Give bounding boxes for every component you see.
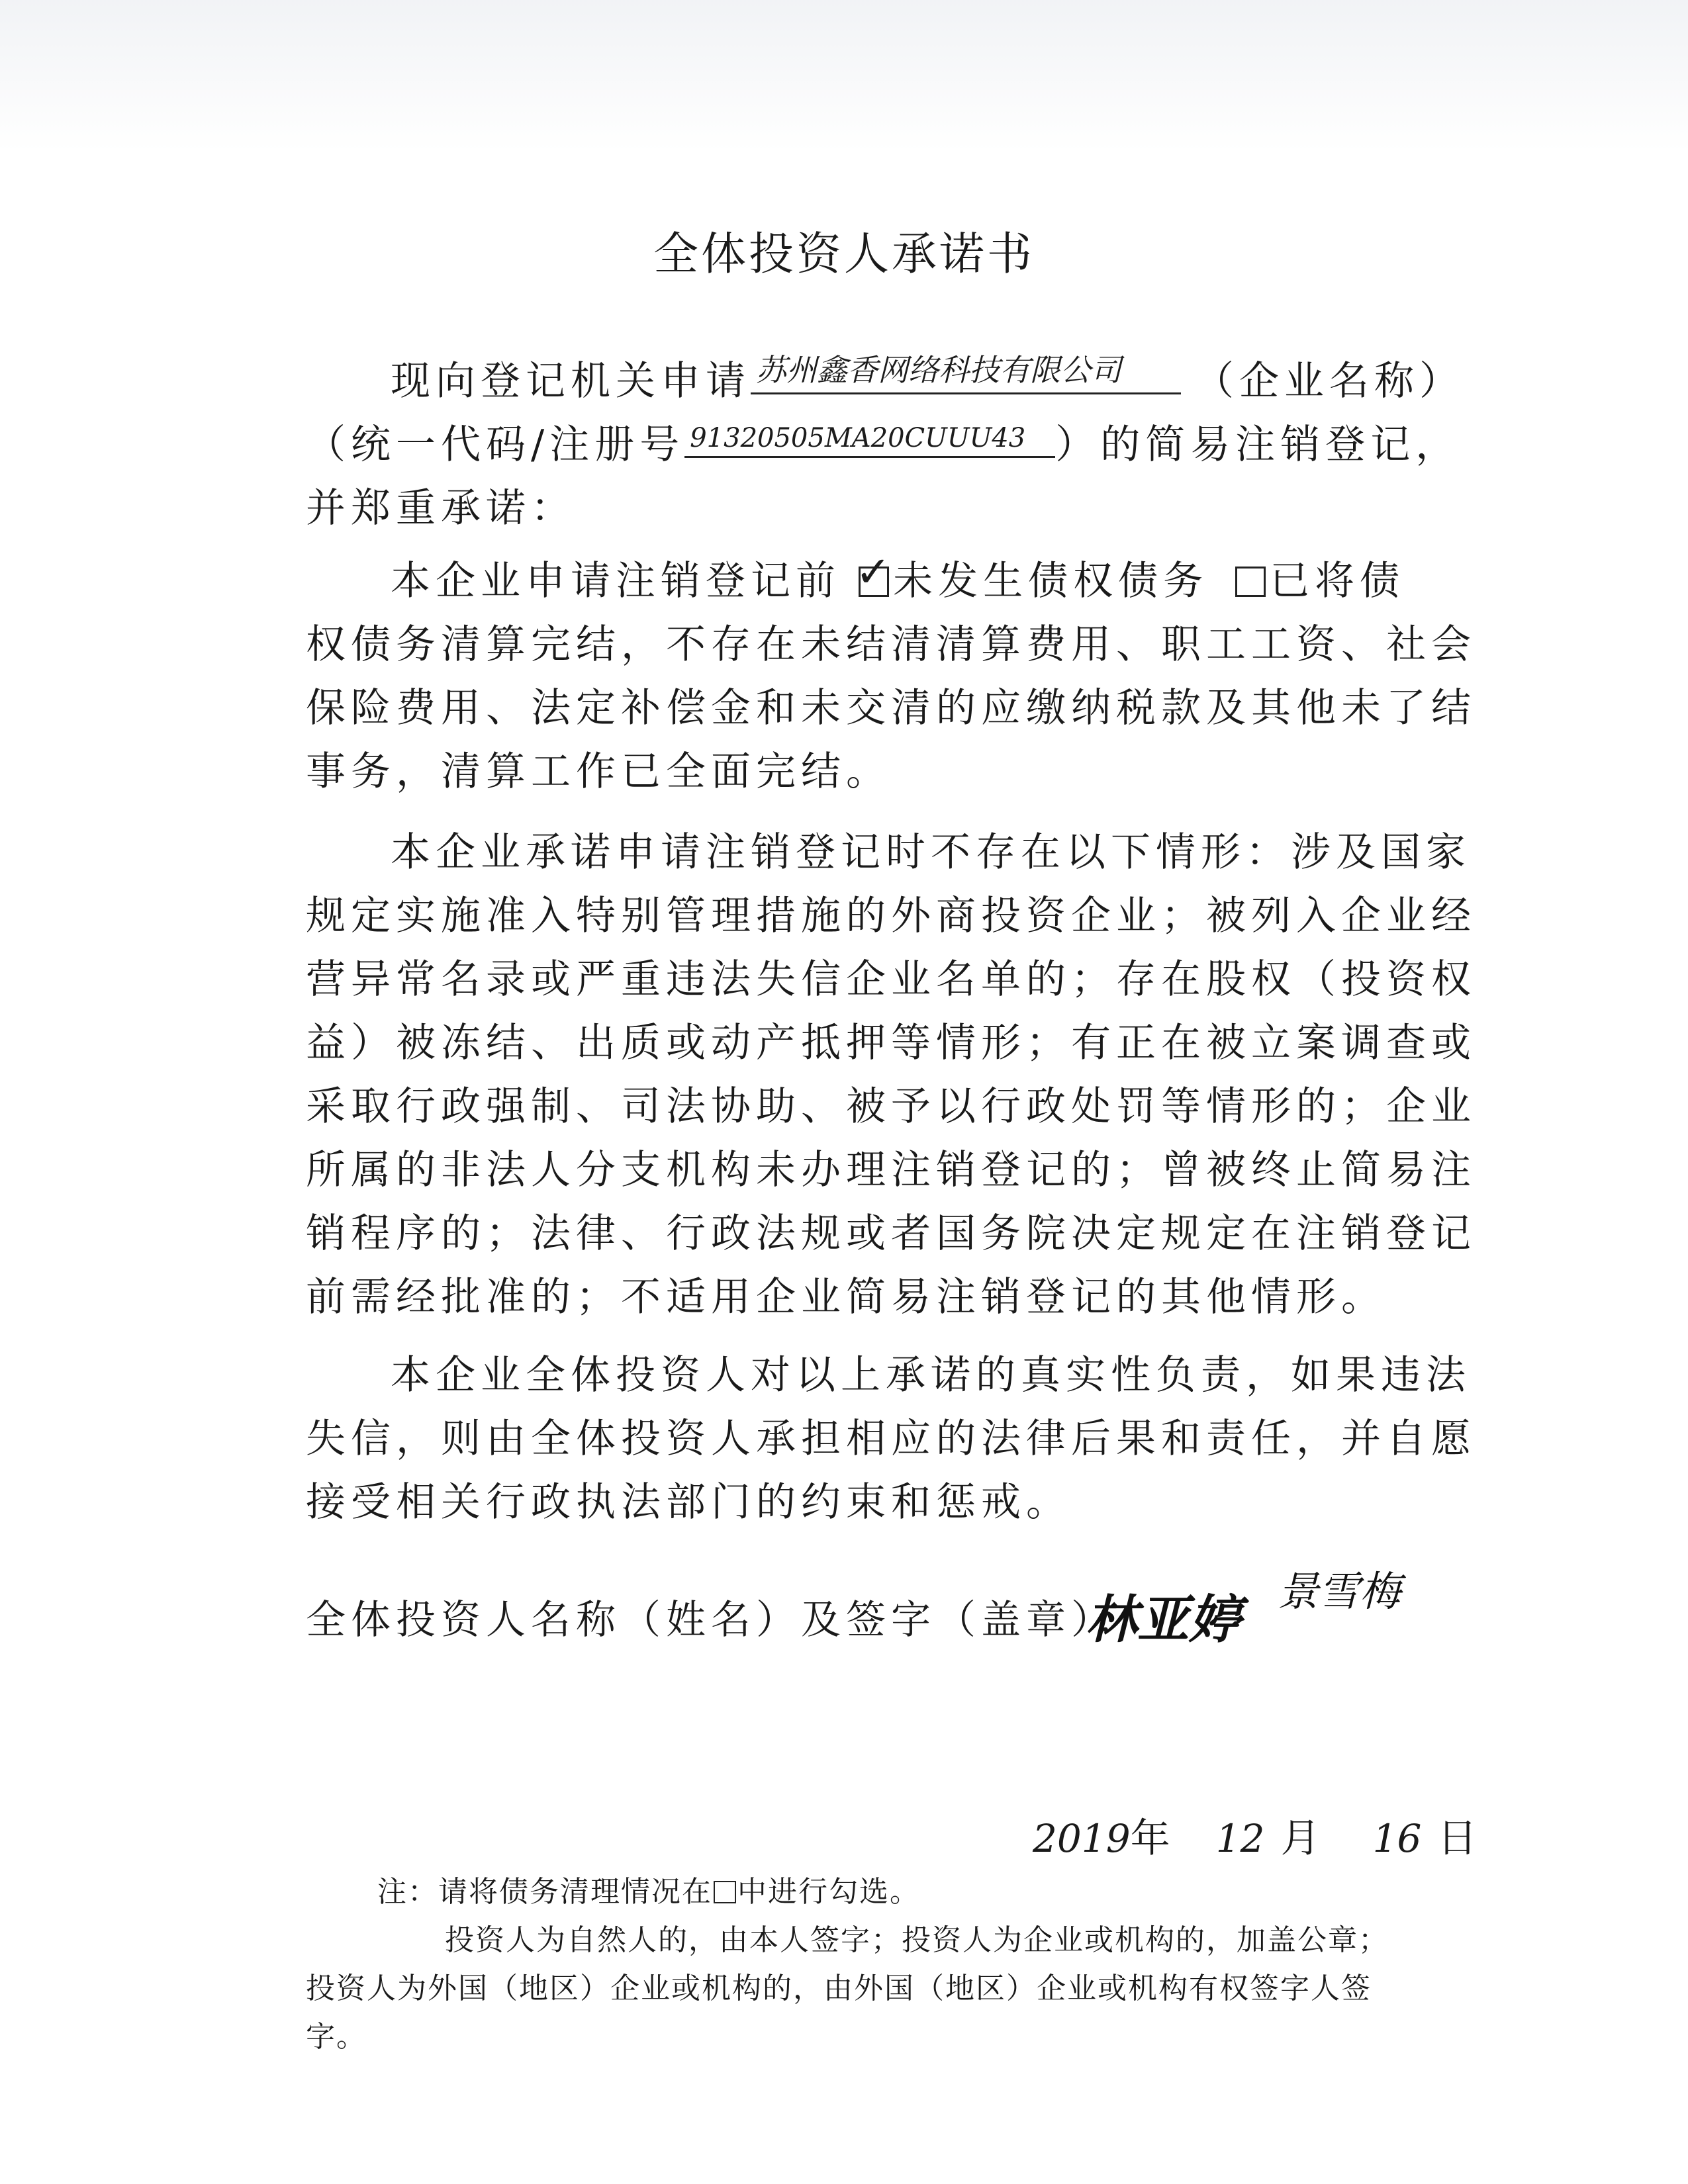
paragraph3-line-1: 本企业全体投资人对以上承诺的真实性负责，如果违法 <box>391 1352 1471 1398</box>
note-line-2: 投资人为自然人的，由本人签字；投资人为企业或机构的，加盖公章； <box>445 1923 1389 1957</box>
date-day-unit: 日 <box>1437 1815 1477 1862</box>
signing-date <box>1033 1807 1477 1864</box>
intro-line-3: 并郑重承诺： <box>306 485 576 531</box>
date-month: 12 <box>1215 1816 1265 1861</box>
date-day: 16 <box>1372 1816 1422 1861</box>
paragraph2-line-2: 规定实施准入特别管理措施的外商投资企业；被列入企业经 <box>306 893 1476 939</box>
intro-line-2 <box>306 413 1460 470</box>
paragraph2-line-4: 益）被冻结、出质或动产抵押等情形；有正在被立案调查或 <box>306 1020 1476 1066</box>
note-checkbox-icon <box>714 1881 736 1903</box>
note-line-1 <box>377 1868 920 1910</box>
paragraph2-line-6: 所属的非法人分支机构未办理注销登记的；曾被终止简易注 <box>306 1147 1476 1193</box>
date-year-unit: 年 <box>1130 1815 1170 1862</box>
paragraph1-line-3: 保险费用、法定补偿金和未交清的应缴纳税款及其他未了结 <box>306 685 1476 731</box>
document-title: 全体投资人承诺书 <box>653 228 1035 281</box>
date-month-unit: 月 <box>1280 1815 1321 1862</box>
company-name-handwritten: 苏州鑫香网络科技有限公司 <box>756 352 1121 388</box>
paragraph2-line-1: 本企业承诺申请注销登记时不存在以下情形：涉及国家 <box>391 829 1471 876</box>
note-line-3: 投资人为外国（地区）企业或机构的，由外国（地区）企业或机构有权签字人签 <box>306 1972 1372 2005</box>
check-mark-icon: ✓ <box>855 548 896 597</box>
intro-line-1 <box>391 349 1464 406</box>
paragraph1-line-1 <box>391 549 1405 606</box>
code-prefix: （统一代码/注册号 <box>306 422 685 468</box>
signature-investor-2: 景雪梅 <box>1278 1567 1401 1615</box>
paragraph1-line-4: 事务，清算工作已全面完结。 <box>306 749 891 795</box>
paragraph3-line-3: 接受相关行政执法部门的约束和惩戒。 <box>306 1479 1071 1525</box>
no-debt-checkbox[interactable] <box>855 548 896 597</box>
registration-code-handwritten: 91320505MA20CUUU43 <box>690 423 1026 453</box>
note-prefix: 注：请将债务清理情况在 <box>377 1875 712 1909</box>
paragraph1-line-2: 权债务清算完结，不存在未结清清算费用、职工工资、社会 <box>306 621 1476 668</box>
signature-label: 全体投资人名称（姓名）及签字（盖章）： <box>306 1597 1141 1643</box>
paragraph2-line-8: 前需经批准的；不适用企业简易注销登记的其他情形。 <box>306 1274 1386 1320</box>
company-name-suffix: （企业名称） <box>1194 358 1464 404</box>
registration-code-field <box>684 416 1055 458</box>
company-name-field <box>751 353 1181 394</box>
signature-investor-1: 林亚婷 <box>1086 1590 1241 1650</box>
paragraph3-line-2: 失信，则由全体投资人承担相应的法律后果和责任，并自愿 <box>306 1416 1476 1462</box>
paragraph2-line-3: 营异常名录或严重违法失信企业名单的；存在股权（投资权 <box>306 956 1476 1003</box>
debt-settled-label: 已将债 <box>1270 558 1405 604</box>
paragraph1-lead: 本企业申请注销登记前 <box>391 558 841 604</box>
paragraph2-line-5: 采取行政强制、司法协助、被予以行政处罚等情形的；企业 <box>306 1083 1476 1130</box>
debt-settled-checkbox[interactable] <box>1235 567 1266 597</box>
code-suffix: ）的简易注销登记， <box>1055 422 1461 468</box>
note-line-4: 字。 <box>306 2020 367 2054</box>
no-debt-label: 未发生债权债务 <box>893 558 1209 604</box>
note-suffix: 中进行勾选。 <box>737 1875 920 1909</box>
date-year: 2019 <box>1033 1816 1131 1861</box>
paragraph2-line-7: 销程序的；法律、行政法规或者国务院决定规定在注销登记 <box>306 1210 1476 1257</box>
intro-prefix: 现向登记机关申请 <box>391 358 751 404</box>
